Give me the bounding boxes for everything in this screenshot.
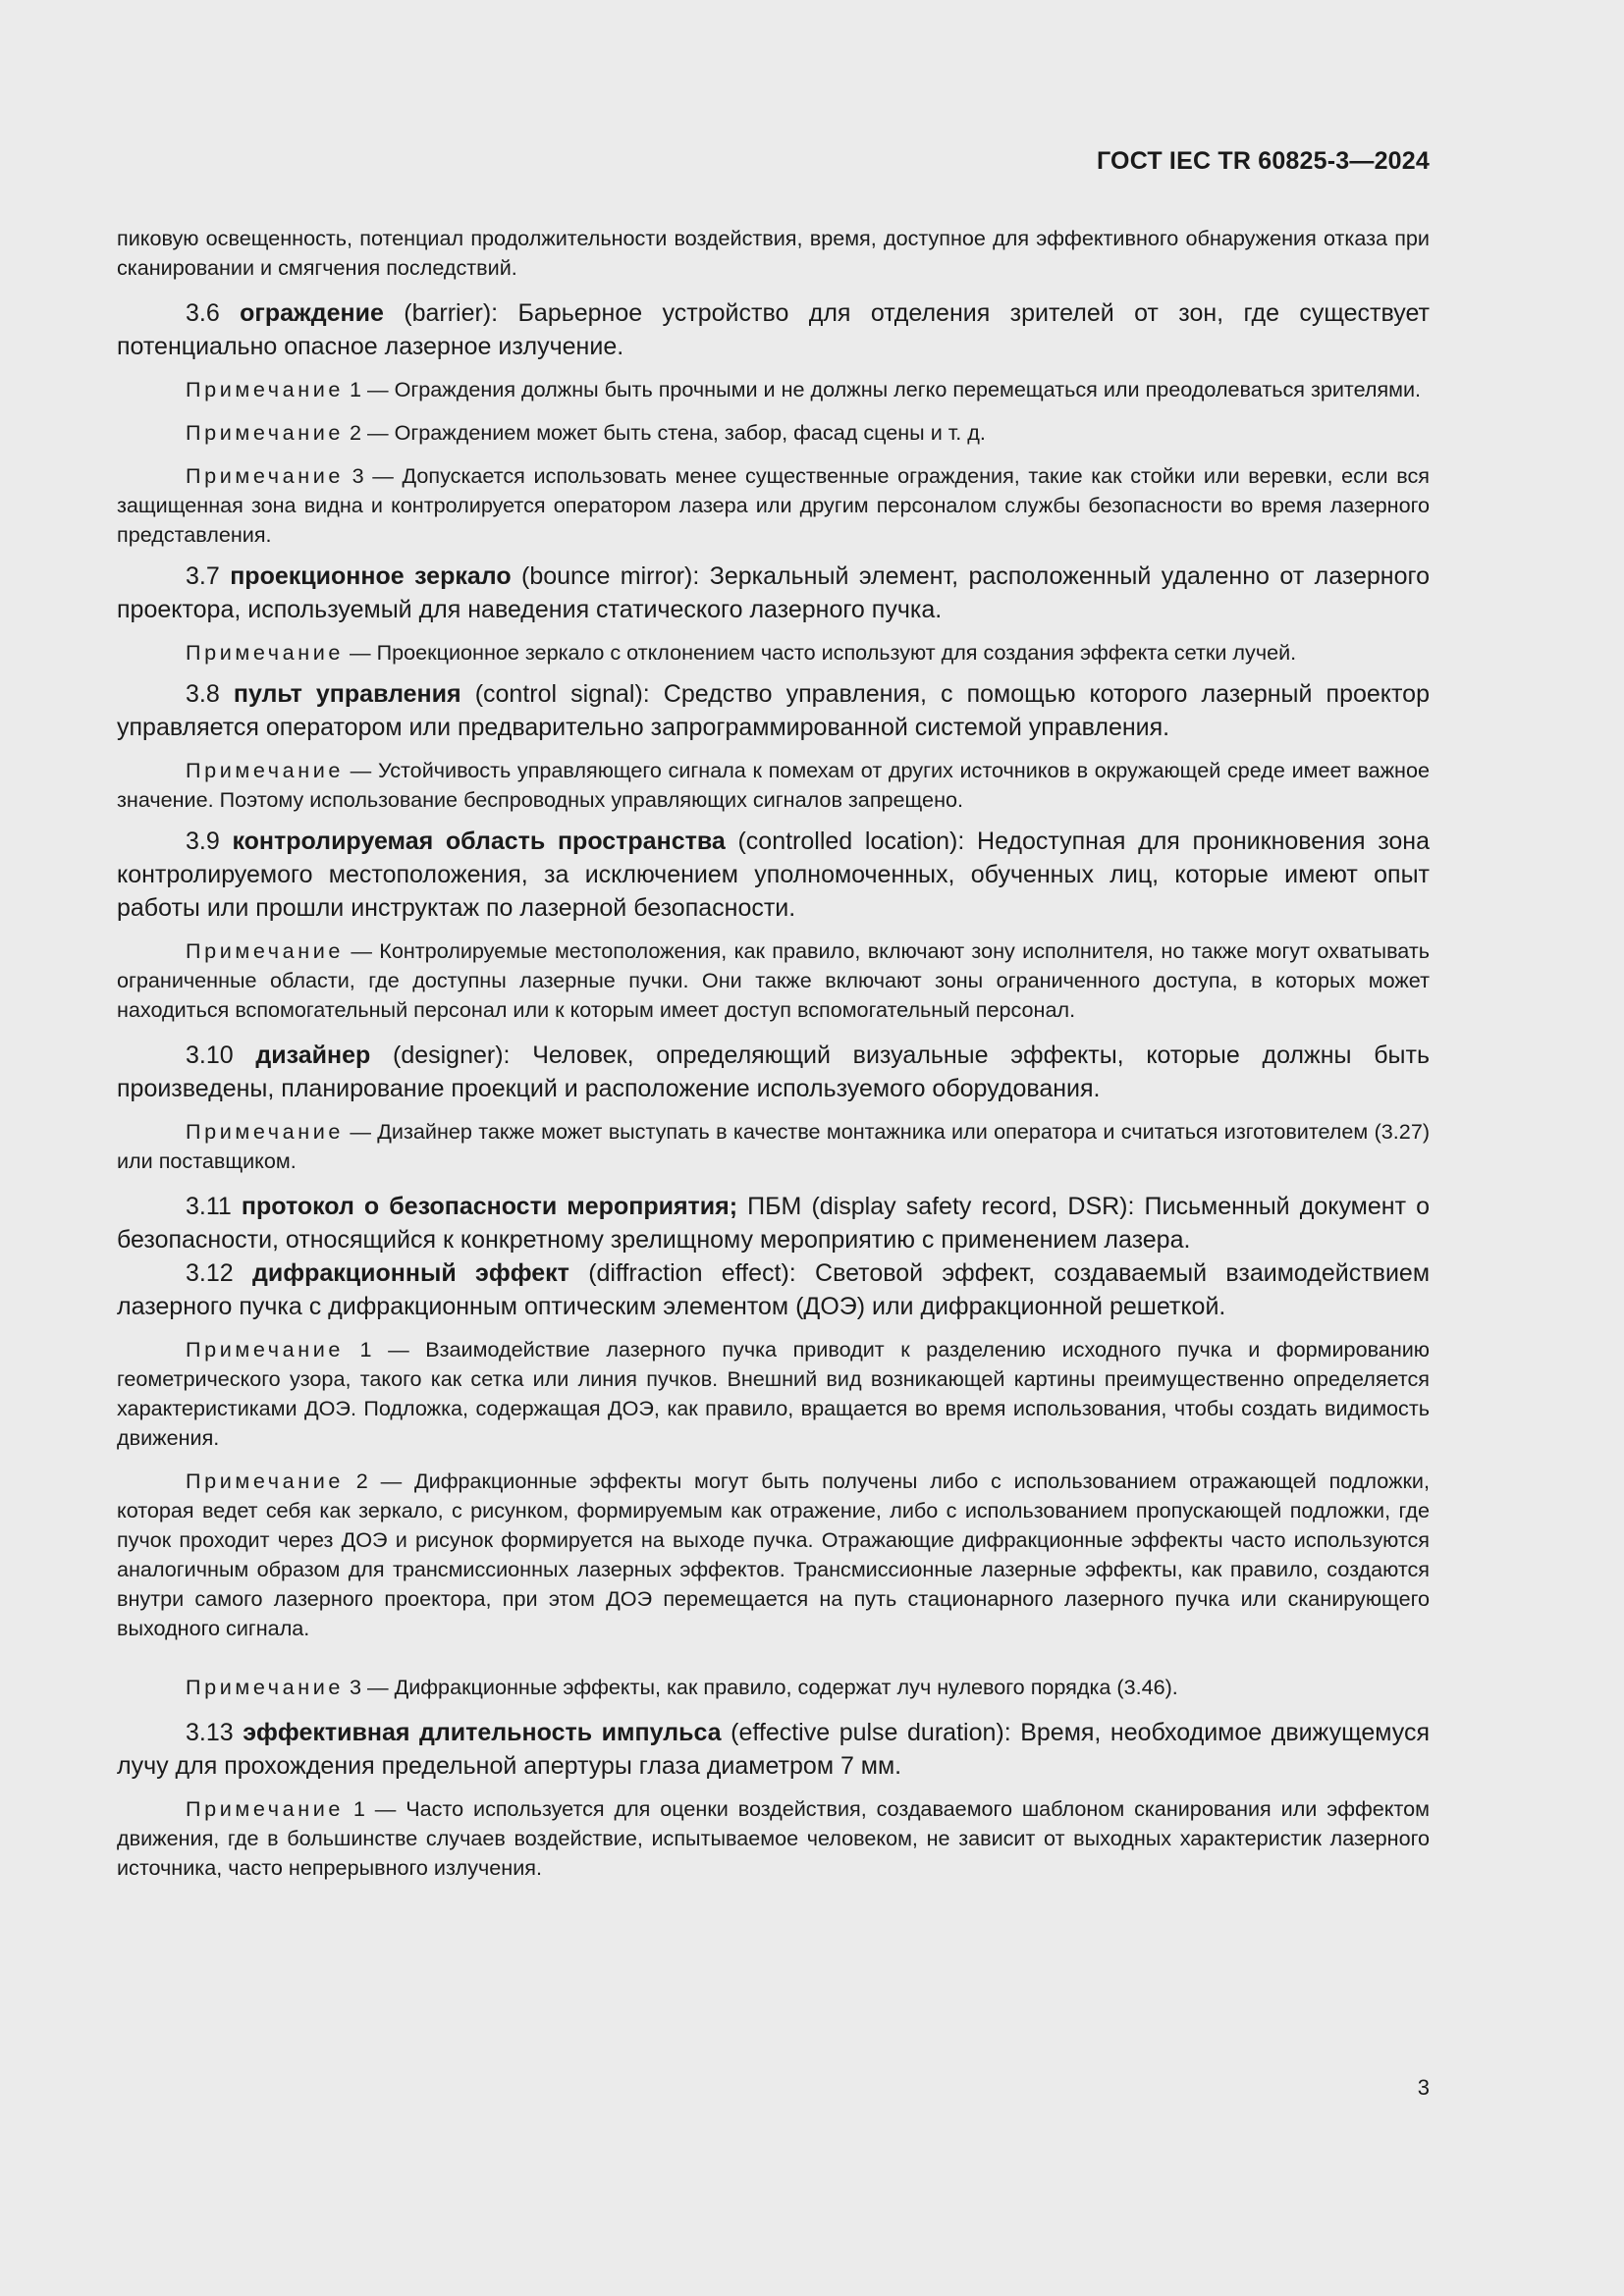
note-text: Дифракционные эффекты, как правило, содержат луч нулевого порядка (3.46).: [394, 1675, 1178, 1699]
note-text: Ограждения должны быть прочными и не должны легко перемещаться или преодолеваться зрителями.: [394, 377, 1422, 401]
note-text: Устойчивость управляющего сигнала к помехам от других источников в окружающей среде имеет важное значение. Поэтому использование беспроводных управляющих сигналов запрещено.: [117, 758, 1431, 812]
note-label: Примечание: [186, 1337, 344, 1362]
note: Примечание 2 — Дифракционные эффекты могут быть получены либо с использованием отражающей подложки, которая ведет себя как зеркало, с рисунком, формируемым как отражение, либо с использованием пропускающей подложки, где пучок проходит через ДОЭ и рисунок формируется на выходе пучка. Отражающие дифракционные эффекты часто используются аналогичным образом для трансмиссионных лазерных эффектов. Трансмиссионные лазерные эффекты, как правило, создаются внутри самого лазерного проектора, при этом ДОЭ перемещается на путь стационарного лазерного пучка или сканирующего выходного сигнала.: [117, 1468, 1430, 1640]
note-label: Примечание: [186, 463, 344, 488]
note-label: Примечание: [186, 420, 344, 445]
term-definition: ПБМ (display safety record, DSR): Письменный документ о безопасности, относящийся к конкретному зрелищному мероприятию с применением лазера.: [117, 1193, 1431, 1254]
note-text: Часто используется для оценки воздействия, создаваемого шаблоном сканирования или эффектом движения, где в большинстве случаев воздействие, испытываемое человеком, не зависит от выходных характеристик лазерного источника, часто непрерывного излучения.: [117, 1796, 1430, 1880]
document-body: [117, 224, 1430, 1883]
note: Примечание — Контролируемые местоположения, как правило, включают зону исполнителя, но также могут охватывать ограниченные области, где доступны лазерные пучки. Они также включают зоны ограниченного доступа, в которых может находиться вспомогательный персонал или к которым имеет доступ вспомогательный персонал.: [117, 938, 1430, 1022]
term-definition: (controlled location): Недоступная для проникновения зона контролируемого местоположения, за исключением уполномоченных, обученных лиц, которые имеют опыт работы или прошли инструктаж по лазерной безопасности.: [117, 828, 1430, 922]
term-definition: (barrier): Барьерное устройство для отделения зрителей от зон, где существует потенциально опасное лазерное излучение.: [117, 299, 1430, 360]
term-entry: [117, 825, 1430, 925]
term-name: проекционное зеркало: [230, 562, 512, 590]
note: Примечание 1 — Взаимодействие лазерного пучка приводит к разделению исходного пучка и формированию геометрического узора, такого как сетка или линия пучков. Внешний вид возникающей картины преимущественно определяется характеристиками ДОЭ. Подложка, содержащая ДОЭ, как правило, вращается во время использования, чтобы создать видимость движения.: [117, 1337, 1430, 1450]
term-name: ограждение: [240, 299, 384, 327]
note-text: Контролируемые местоположения, как правило, включают зону исполнителя, но также могут охватывать ограниченные области, где доступны лазерные пучки. Они также включают зоны ограниченного доступа, в которых может находиться вспомогательный персонал или к которым имеет доступ вспомогательный персонал.: [117, 938, 1430, 1022]
term-definition: (bounce mirror): Зеркальный элемент, расположенный удаленно от лазерного проектора, используемый для наведения статического лазерного пучка.: [117, 562, 1430, 623]
term-entry: [117, 1190, 1430, 1256]
document-header: ГОСТ IEC TR 60825-3—2024: [1097, 147, 1430, 175]
note-label: Примечание: [186, 938, 344, 963]
term-definition: (designer): Человек, определяющий визуальные эффекты, которые должны быть произведены, планирование проекций и расположение используемого оборудования.: [117, 1041, 1430, 1102]
term-definition: (diffraction effect): Световой эффект, создаваемый взаимодействием лазерного пучка с дифракционным оптическим элементом (ДОЭ) или дифракционной решеткой.: [117, 1259, 1431, 1320]
term-name: контролируемая область пространства: [232, 828, 726, 855]
note-text: Дизайнер также может выступать в качестве монтажника или оператора и считаться изготовителем (3.27) или поставщиком.: [117, 1119, 1431, 1173]
note-text: Дифракционные эффекты могут быть получены либо с использованием отражающей подложки, которая ведет себя как зеркало, с рисунком, формируемым как отражение, либо с использованием пропускающей подложки, где пучок проходит через ДОЭ и рисунок формируется на выходе пучка. Отражающие дифракционные эффекты часто используются аналогичным образом для трансмиссионных лазерных эффектов. Трансмиссионные лазерные эффекты, как правило, создаются внутри самого лазерного проектора, при этом ДОЭ перемещается на путь стационарного лазерного пучка или сканирующего выходного сигнала.: [117, 1468, 1430, 1640]
note: Примечание — Проекционное зеркало с отклонением часто используют для создания эффекта сетки лучей.: [186, 640, 1297, 665]
term-name: пульт управления: [233, 680, 461, 708]
note-text: Допускается использовать менее существенные ограждения, такие как стойки или веревки, если вся защищенная зона видна и контролируется оператором лазера или другим персоналом службы безопасности во время лазерного представления.: [117, 463, 1430, 547]
note: Примечание 1 — Ограждения должны быть прочными и не должны легко перемещаться или преодолеваться зрителями.: [186, 377, 1422, 401]
term-entry: [117, 1256, 1430, 1323]
term-name: эффективная длительность импульса: [243, 1719, 722, 1746]
term-number: 3.12: [186, 1259, 234, 1287]
term-number: 3.13: [186, 1719, 234, 1746]
term-number: 3.11: [186, 1193, 232, 1220]
term-entry: [117, 560, 1430, 626]
term-name: протокол о безопасности мероприятия;: [241, 1193, 738, 1220]
page-number: 3: [1417, 2075, 1430, 2100]
term-name: дизайнер: [255, 1041, 371, 1069]
term-entry: [117, 296, 1430, 363]
term-entry: [117, 677, 1430, 744]
term-definition: (control signal): Средство управления, с помощью которого лазерный проектор управляется оператором или предварительно запрограммированной системой управления.: [117, 680, 1430, 741]
note-text: Взаимодействие лазерного пучка приводит к разделению исходного пучка и формированию геометрического узора, такого как сетка или линия пучков. Внешний вид возникающей картины преимущественно определяется характеристиками ДОЭ. Подложка, содержащая ДОЭ, как правило, вращается во время использования, чтобы создать видимость движения.: [117, 1337, 1430, 1450]
note: Примечание — Устойчивость управляющего сигнала к помехам от других источников в окружающей среде имеет важное значение. Поэтому использование беспроводных управляющих сигналов запрещено.: [117, 758, 1431, 812]
note: Примечание 2 — Ограждением может быть стена, забор, фасад сцены и т. д.: [186, 420, 986, 445]
note: Примечание 1 — Часто используется для оценки воздействия, создаваемого шаблоном сканирования или эффектом движения, где в большинстве случаев воздействие, испытываемое человеком, не зависит от выходных характеристик лазерного источника, часто непрерывного излучения.: [117, 1796, 1430, 1880]
note: Примечание 3 — Допускается использовать менее существенные ограждения, такие как стойки или веревки, если вся защищенная зона видна и контролируется оператором лазера или другим персоналом службы безопасности во время лазерного представления.: [117, 463, 1430, 547]
note-label: Примечание: [186, 1468, 344, 1493]
note-label: Примечание: [186, 758, 344, 782]
note: Примечание — Дизайнер также может выступать в качестве монтажника или оператора и считаться изготовителем (3.27) или поставщиком.: [117, 1119, 1431, 1173]
note-label: Примечание: [186, 1119, 344, 1144]
note-label: Примечание: [186, 1675, 344, 1699]
note-label: Примечание: [186, 1796, 344, 1821]
note-text: Ограждением может быть стена, забор, фасад сцены и т. д.: [394, 420, 986, 445]
term-number: 3.6: [186, 299, 220, 327]
term-definition: (effective pulse duration): Время, необходимое движущемуся лучу для прохождения предельной апертуры глаза диаметром 7 мм.: [117, 1719, 1430, 1780]
note: Примечание 3 — Дифракционные эффекты, как правило, содержат луч нулевого порядка (3.46).: [186, 1675, 1178, 1699]
term-number: 3.10: [186, 1041, 234, 1069]
term-name: дифракционный эффект: [251, 1259, 569, 1287]
note-label: Примечание: [186, 377, 344, 401]
intro-paragraph: пиковую освещенность, потенциал продолжительности воздействия, время, доступное для эффективного обнаружения отказа при сканировании и смягчения последствий.: [117, 226, 1430, 280]
term-entry: [117, 1716, 1430, 1783]
note-label: Примечание: [186, 640, 344, 665]
term-number: 3.8: [186, 680, 220, 708]
term-entry: [117, 1039, 1430, 1105]
note-text: Проекционное зеркало с отклонением часто используют для создания эффекта сетки лучей.: [376, 640, 1297, 665]
term-number: 3.9: [186, 828, 220, 855]
term-number: 3.7: [186, 562, 220, 590]
